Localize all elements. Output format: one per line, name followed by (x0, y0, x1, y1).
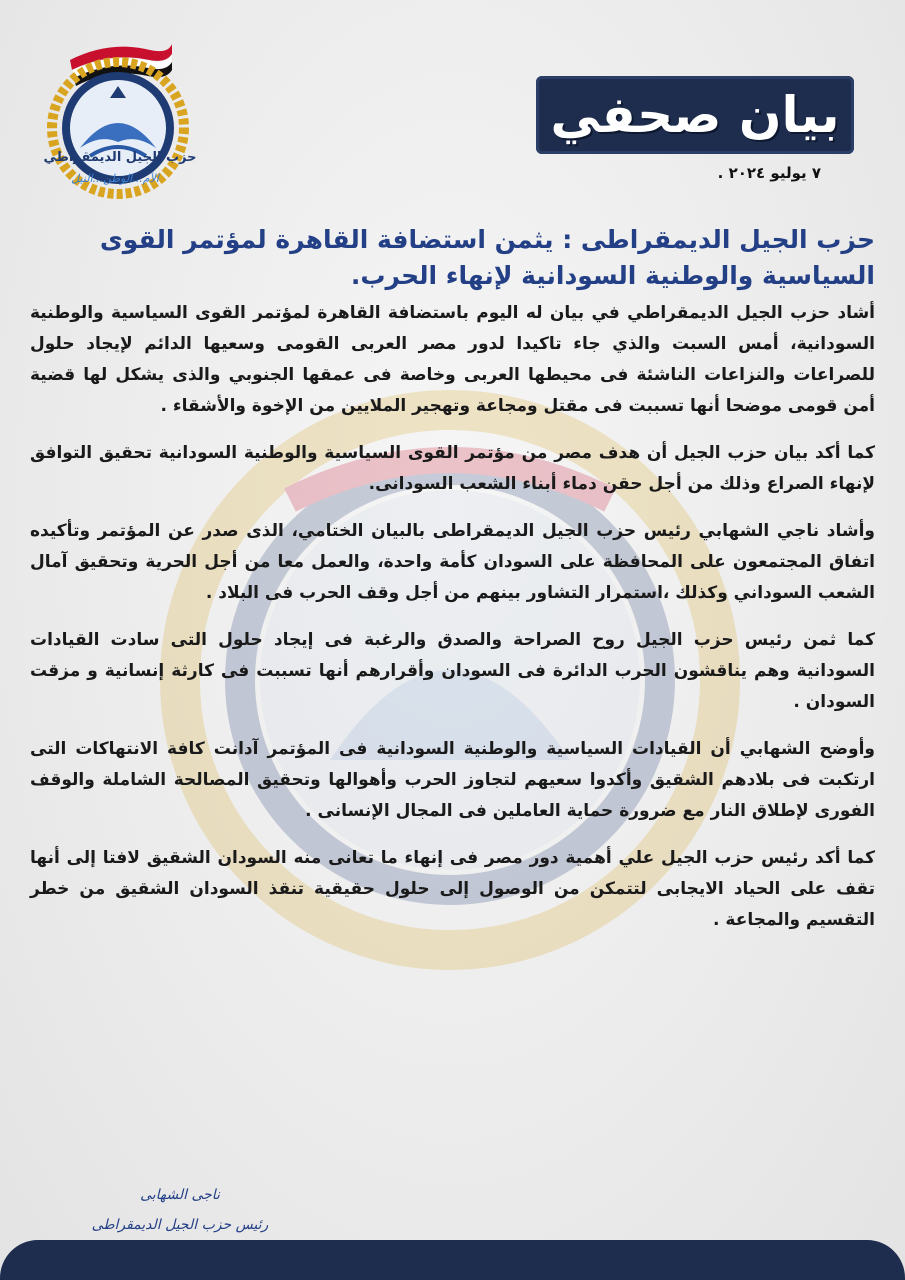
banner-title: بيان صحفي (550, 86, 840, 144)
logo-party-name: حزب الجيل الديمقراطي (43, 150, 197, 165)
signature-block (60, 1180, 300, 1240)
paragraph: كما أكد بيان حزب الجيل أن هدف مصر من مؤتمر القوى السياسية والوطنية السودانية تحقيق التوافق لإنهاء الصراع وذلك من أجل حقن دماء أبناء الشعب السودانى. (30, 443, 875, 494)
statement-date: ٧ يوليو ٢٠٢٤ . (717, 164, 821, 182)
headline: حزب الجيل الديمقراطى : يثمن استضافة القاهرة لمؤتمر القوى السياسية والوطنية السودانية لإنهاء الحرب. (99, 225, 875, 290)
paragraph: وأوضح الشهابي أن القيادات السياسية والوطنية السودانية فى المؤتمر آدانت كافة الانتهاكات التى ارتكبت فى بلادهم الشقيق وأكدوا سعيهم لتجاوز الحرب وأهوالها وتحقيق المصالحة الشاملة والوقف الفورى لإطلاق النار مع ضرورة حماية العاملين فى المجال الإنسانى . (30, 739, 875, 821)
footer-bar (0, 1240, 905, 1280)
press-release-banner (536, 76, 854, 154)
signature-name: ناجى الشهابى (140, 1187, 220, 1203)
paragraph: كما ثمن رئيس حزب الجيل روح الصراحة والصدق والرغبة فى إيجاد حلول التى سادت القيادات السودانية وهم يناقشون الحرب الدائرة فى السودان وأقرارهم أنها تسببت فى كارثة إنسانية و مزقت السودان . (30, 630, 875, 712)
statement-body (30, 298, 875, 952)
logo-slogan: الأم...الوطن...النيل (71, 172, 159, 185)
signature-title: رئيس حزب الجيل الديمقراطى (91, 1217, 269, 1233)
paragraph: كما أكد رئيس حزب الجيل علي أهمية دور مصر فى إنهاء ما تعانى منه السودان الشقيق لافتا إلى أنها تقف على الحياد الايجابى لتتمكن من الوصول إلى حلول حقيقية تنقذ السودان الشقيق من خطر التقسيم والمجاعة . (30, 848, 875, 930)
paragraph: أشاد حزب الجيل الديمقراطي في بيان له اليوم باستضافة القاهرة لمؤتمر القوى السياسية والوطنية السودانية، أمس السبت والذي جاء تاكيدا لدور مصر العربى القومى وسعيها الدائم لإيجاد حلول للصراعات والنزاعات الناشئة فى محيطها العربى وخاصة فى عمقها الجنوبي والذى يشكل لها قضية أمن قومى موضحا أنها تسببت فى مقتل ومجاعة وتهجير الملايين من الإخوة والأشقاء . (30, 303, 875, 416)
paragraph: وأشاد ناجي الشهابي رئيس حزب الجيل الديمقراطى بالبيان الختامي، الذى صدر عن المؤتمر وتأكيده اتفاق المجتمعون على المحافظة على السودان كأمة واحدة، والعمل معا من أجل الحرية وتحقيق آمال الشعب السوداني وكذلك ،استمرار التشاور بينهم من أجل وقف الحرب فى البلاد . (30, 521, 875, 603)
